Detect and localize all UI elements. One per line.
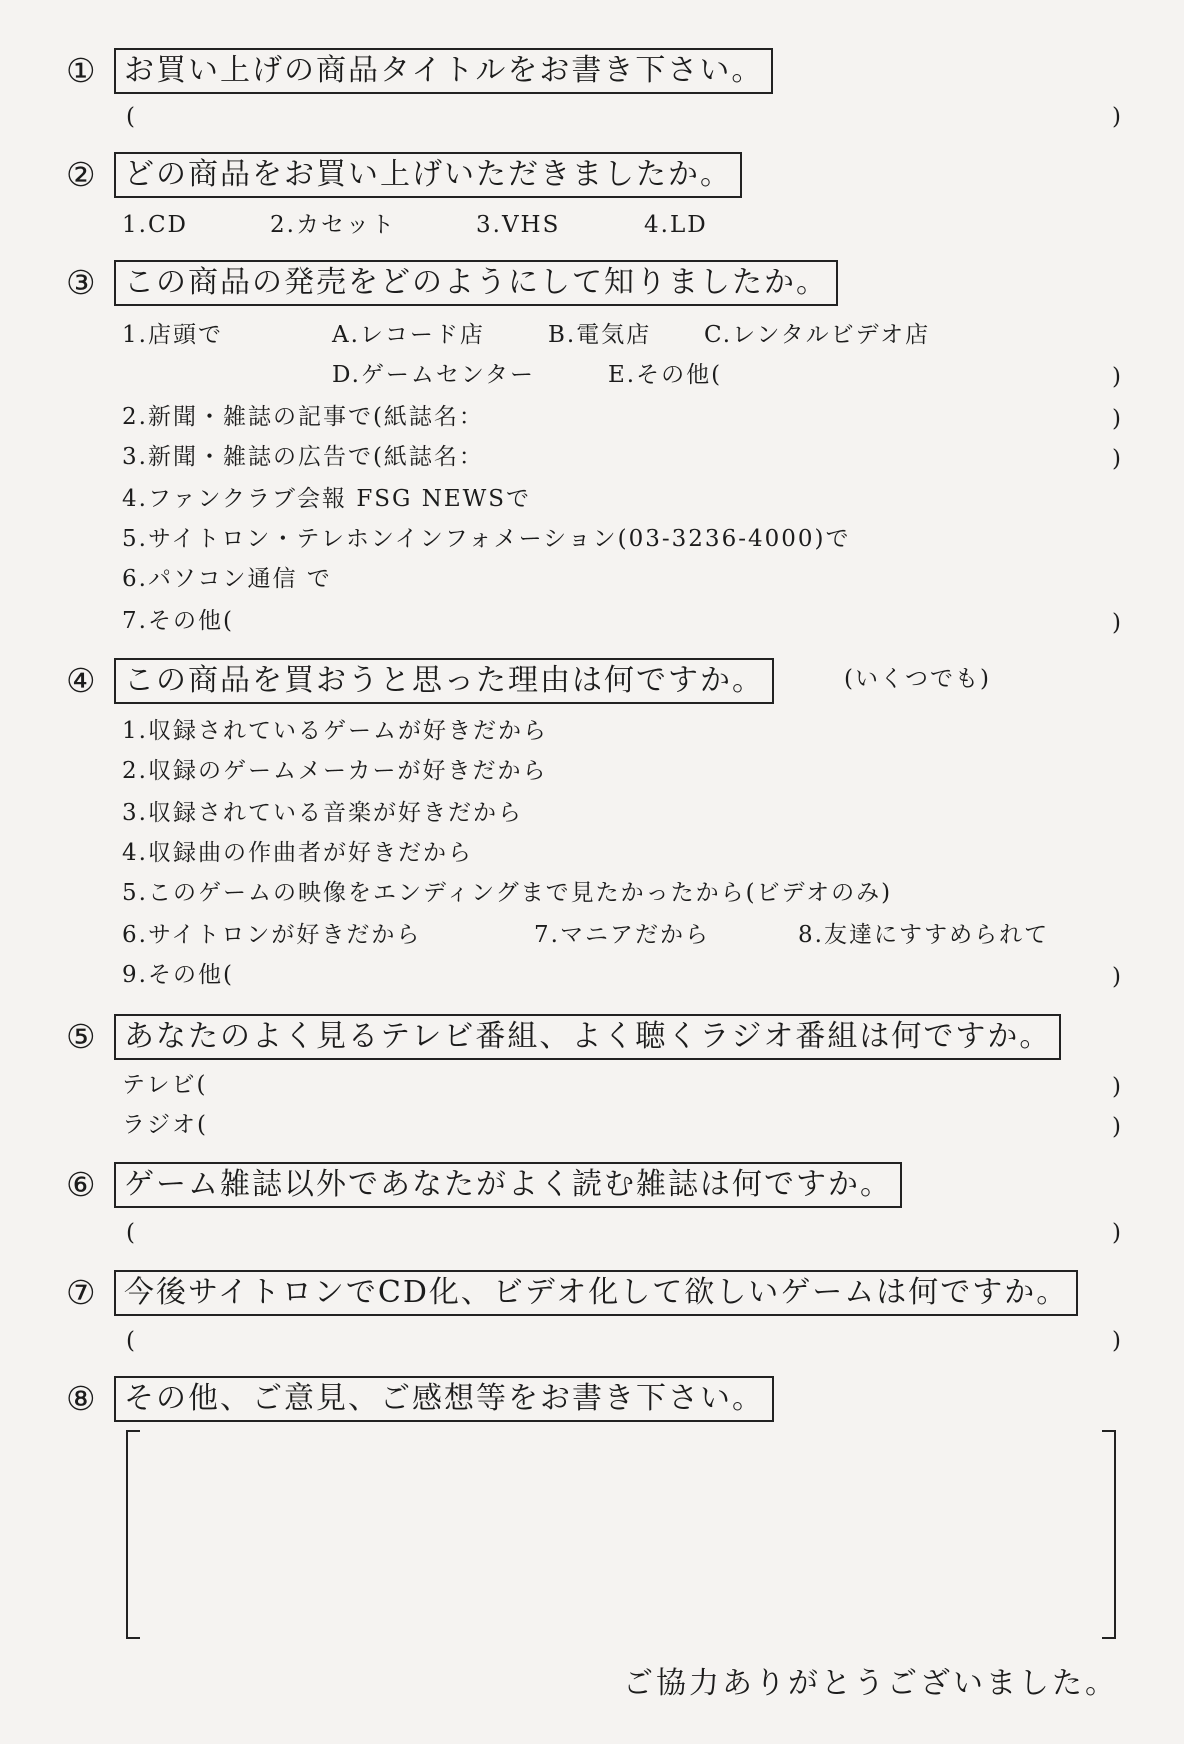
list-item: 4.ファンクラブ会報 FSG NEWSで [122,486,532,512]
list-item: 2.収録のゲームメーカーが好きだから [122,758,548,784]
question-number: ⑦ [66,1273,96,1312]
radio-label: ラジオ( [122,1112,208,1138]
right-bracket [1102,1430,1116,1639]
list-item: 2.新聞・雑誌の記事で(紙誌名： [122,404,484,430]
answer-open-paren: ( [126,104,135,130]
list-item: 1.店頭で [122,322,223,348]
question-title: ゲーム雑誌以外であなたがよく読む雑誌は何ですか。 [114,1162,902,1208]
answer-close-paren: ) [1112,1220,1121,1246]
option-cd: 1.CD [122,212,188,238]
question-number: ③ [66,263,96,302]
question-number: ② [66,155,96,194]
list-item: 9.その他( [122,962,234,988]
question-number: ⑧ [66,1379,96,1418]
question-title: どの商品をお買い上げいただきましたか。 [114,152,742,198]
answer-close-paren: ) [1112,964,1121,990]
answer-close-paren: ) [1112,1328,1121,1354]
question-title: この商品の発売をどのようにして知りましたか。 [114,260,838,306]
option-vhs: 3.VHS [476,212,561,238]
list-item: 4.収録曲の作曲者が好きだから [122,840,473,866]
question-title: 今後サイトロンでCD化、ビデオ化して欲しいゲームは何ですか。 [114,1270,1078,1316]
option-cassette: 2.カセット [270,212,396,238]
list-item: 8.友達にすすめられて [798,922,1050,948]
list-item: 5.このゲームの映像をエンディングまで見たかったから(ビデオのみ) [122,880,893,906]
list-item: A.レコード店 [332,322,485,348]
answer-close-paren: ) [1112,446,1121,472]
question-title: お買い上げの商品タイトルをお書き下さい。 [114,48,773,94]
list-item: 7.その他( [122,608,234,634]
answer-close-paren: ) [1112,104,1121,130]
list-item: 1.収録されているゲームが好きだから [122,718,548,744]
answer-open-paren: ( [126,1328,135,1354]
tv-label: テレビ( [122,1072,208,1098]
question-title: その他、ご意見、ご感想等をお書き下さい。 [114,1376,774,1422]
list-item: C.レンタルビデオ店 [704,322,931,348]
question-note: (いくつでも) [844,666,991,692]
left-bracket [126,1430,140,1639]
list-item: 6.サイトロンが好きだから [122,922,422,948]
option-ld: 4.LD [644,212,708,238]
answer-close-paren: ) [1112,406,1121,432]
question-number: ⑤ [66,1017,96,1056]
question-number: ④ [66,661,96,700]
answer-close-paren: ) [1112,1114,1121,1140]
question-number: ① [66,51,96,90]
answer-close-paren: ) [1112,610,1121,636]
list-item: E.その他( [608,362,723,388]
answer-close-paren: ) [1112,1074,1121,1100]
answer-close-paren: ) [1112,364,1121,390]
list-item: 3.新聞・雑誌の広告で(紙誌名： [122,444,484,470]
list-item: 6.パソコン通信 で [122,566,332,592]
question-title: あなたのよく見るテレビ番組、よく聴くラジオ番組は何ですか。 [114,1014,1061,1060]
list-item: 3.収録されている音楽が好きだから [122,800,523,826]
answer-open-paren: ( [126,1220,135,1246]
thanks-message: ご協力ありがとうございました。 [623,1666,1118,1701]
list-item: B.電気店 [548,322,652,348]
list-item: 7.マニアだから [534,922,710,948]
comment-answer-area[interactable] [126,1430,1116,1639]
question-title: この商品を買おうと思った理由は何ですか。 [114,658,774,704]
list-item: D.ゲームセンター [332,362,536,388]
list-item: 5.サイトロン・テレホンインフォメーション(03-3236-4000)で [122,526,851,552]
question-number: ⑥ [66,1165,96,1204]
